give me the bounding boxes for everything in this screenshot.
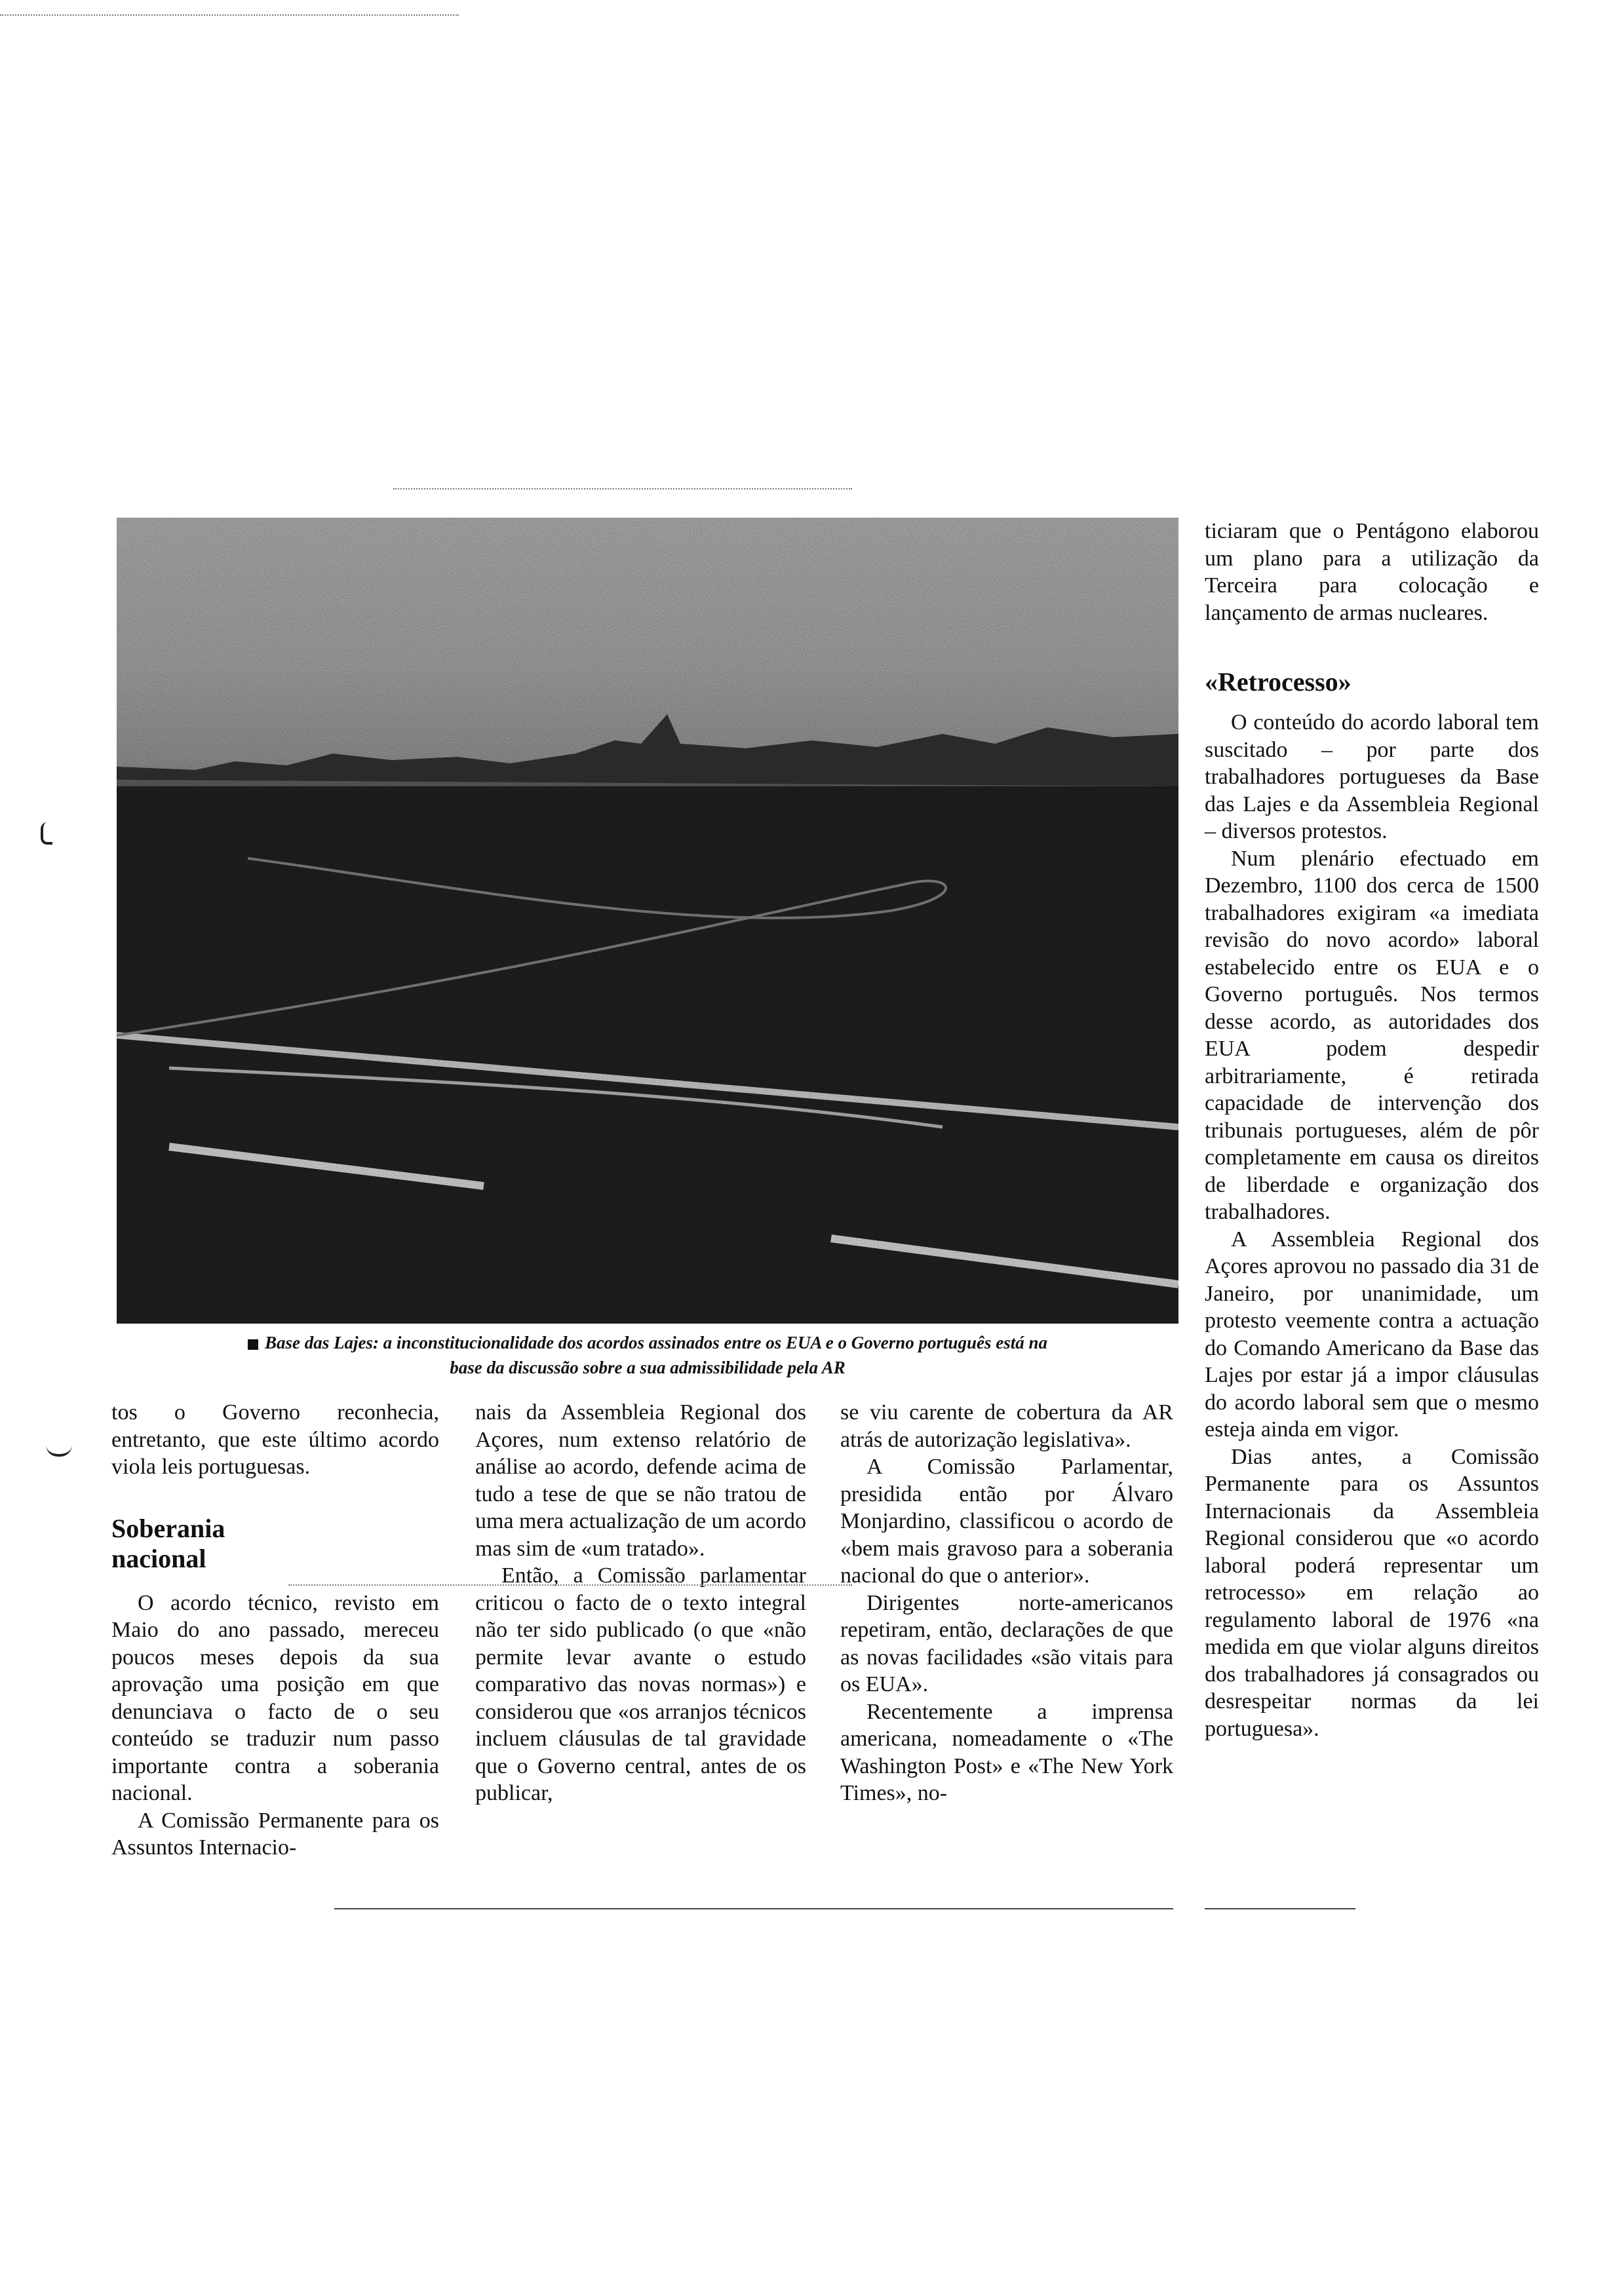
photo-caption [117,1330,1178,1380]
column-3 [840,1399,1173,1807]
col2-paragraph-1: nais da Assembleia Regional dos Açores, num extenso relatório de análise ao acordo, defende acima de tudo a tese de que se não tratou de uma mera actualização de um acordo mas sim de «um tratado». [475,1400,807,1561]
caption-line-1 [117,1330,1178,1355]
subheading-line-2: nacional [111,1543,206,1573]
column-1 [111,1399,439,1862]
col1-paragraph-3: A Comissão Permanente para os Assuntos Internacio- [111,1808,439,1860]
top-scan-mark [0,14,459,16]
col3-paragraph-3: Dirigentes norte-americanos repetiram, então, declarações de que as novas facilidades «são vitais para os EUA». [840,1590,1173,1696]
col2-paragraph-2: Então, a Comissão parlamentar criticou o facto de o texto integral não ter sido publicado (o que «não permite levar avante o estudo comparativo das novas normas») e considerou que «os arranjos técnicos incluem cláusulas de tal gravidade que o Governo central, antes de os publicar, [475,1563,806,1805]
col4-paragraph-2: O conteúdo do acordo laboral tem suscitado – por parte dos trabalhadores portugueses da Base das Lajes e da Assembleia Regional – diversos protestos. [1205,710,1539,843]
col3-paragraph-2: A Comissão Parlamentar, presidida então por Álvaro Monjardino, classificou o acordo de «bem mais gravoso para a soberania nacional do que o anterior». [840,1455,1173,1588]
caption-line-2: base da discussão sobre a sua admissibilidade pela AR [450,1358,846,1377]
photo-grain [117,518,1178,1324]
bottom-rule-right [1205,1908,1355,1909]
col4-paragraph-3: Num plenário efectuado em Dezembro, 1100 dos cerca de 1500 trabalhadores exigiram «a imediata revisão do novo acordo» laboral estabelecido entre os EUA e o Governo português. Nos termos desse acordo, as autoridades dos EUA podem despedir arbitrariamente, é retirada capacidade de intervenção dos tribunais portugueses, além de pôr completamente em causa os direitos de liberdade e organização dos trabalhadores. [1205,846,1539,1224]
subheading-line-1: Soberania [111,1513,225,1543]
photo-top-scan-mark [393,488,852,489]
margin-mark-2 [46,1445,72,1457]
section-rule [288,1584,852,1586]
subheading-retrocesso: «Retrocesso» [1205,667,1352,697]
margin-mark-1 [41,822,52,845]
column-2 [475,1399,806,1807]
col4-paragraph-5: Dias antes, a Comissão Permanente para os Assuntos Internacionais da Assembleia Regional considerou que «o acordo laboral poderá representar um retrocesso» em relação ao regulamento laboral de 1976 «na medida em que violar alguns direitos dos trabalhadores já consagrados ou desrespeitar normas da lei portuguesa». [1205,1444,1539,1741]
subheading-soberania [111,1514,439,1574]
caption-bullet-icon [248,1339,258,1350]
col1-paragraph-2: O acordo técnico, revisto em Maio do ano passado, mereceu poucos meses depois da sua aprovação uma posição em que denunciava o facto de o seu conteúdo se traduzir num passo importante contra a soberania nacional. [111,1590,439,1805]
col3-paragraph-4: Recentemente a imprensa americana, nomeadamente o «The Washington Post» e «The New York Times», no- [840,1699,1173,1805]
bottom-rule [334,1908,1173,1909]
col4-paragraph-4: A Assembleia Regional dos Açores aprovou no passado dia 31 de Janeiro, por unanimidade, um protesto veemente contra a actuação do Comando Americano da Base das Lajes por estar já a impor cláusulas do acordo laboral sem que o mesmo esteja ainda em vigor. [1205,1227,1539,1442]
column-4 [1205,518,1539,1742]
col1-paragraph-1: tos o Governo reconhecia, entretanto, que este último acordo viola leis portuguesas. [111,1400,439,1479]
col3-paragraph-1: se viu carente de cobertura da AR atrás de autorização legislativa». [840,1400,1173,1452]
airbase-photo [117,518,1178,1324]
airbase-photo-drawing [117,518,1178,1324]
caption-lead: Base das Lajes [264,1333,373,1352]
caption-text-1: : a inconstitucionalidade dos acordos assinados entre os EUA e o Governo português está na [372,1333,1048,1352]
col4-paragraph-1: ticiaram que o Pentágono elaborou um plano para a utilização da Terceira para colocação e lançamento de armas nucleares. [1205,519,1539,625]
